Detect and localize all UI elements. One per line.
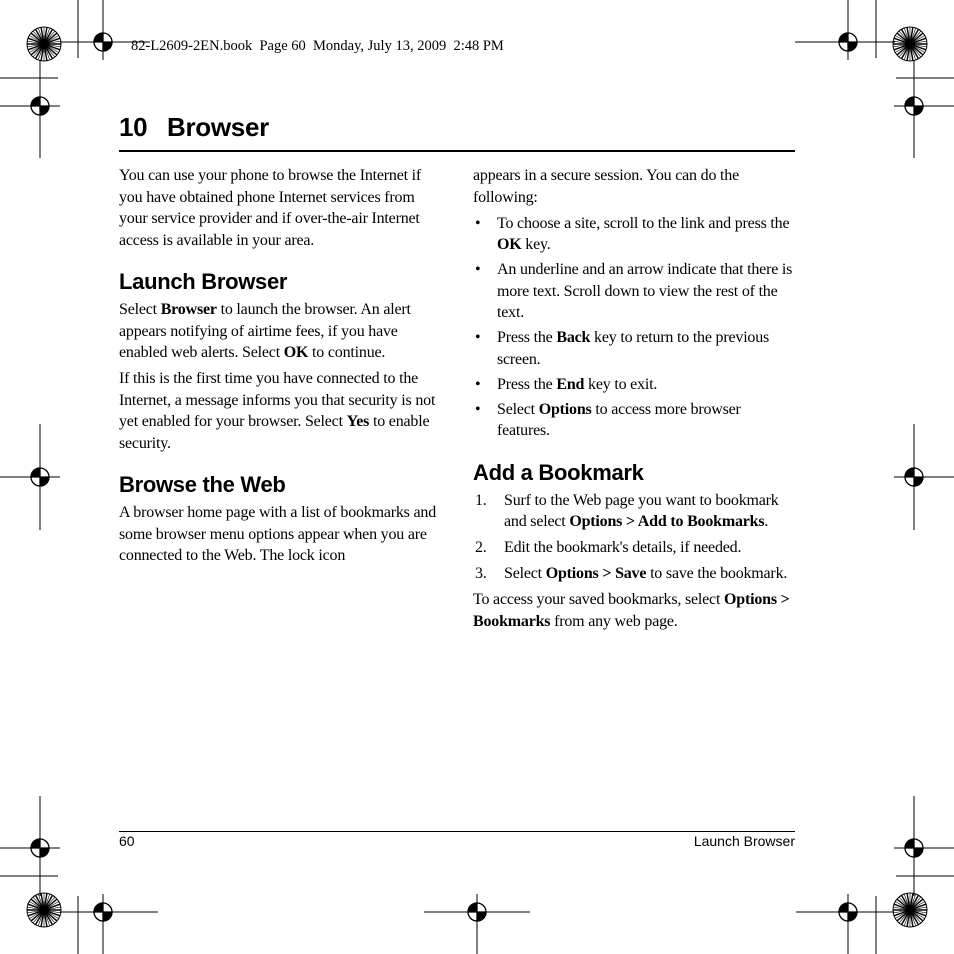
launch-heading: Launch Browser	[119, 269, 288, 294]
registration-target	[31, 839, 49, 857]
starburst-mark	[893, 893, 927, 927]
registration-target	[468, 903, 486, 921]
browse-paragraph: A browser home page with a list of bookmarks and some browser menu options appear when you are connected to the Web. The lock icon	[119, 504, 437, 564]
registration-target	[94, 903, 112, 921]
chapter-title: Browser	[167, 112, 269, 142]
chapter-heading	[119, 112, 269, 143]
list-item: • To choose a site, scroll to the link and press the OK key.	[475, 214, 790, 253]
list-item: • Select Options to access more browser features.	[475, 400, 741, 439]
browse-bullet-list	[473, 213, 795, 442]
list-item: 2. Edit the bookmark's details, if needed.	[475, 539, 742, 556]
bookmark-steps	[473, 490, 795, 585]
list-item: • Press the End key to exit.	[475, 375, 658, 393]
launch-paragraph-1: Select Browser to launch the browser. An alert appears notifying of airtime fees, if you have enabled web alerts. Select OK to continue.	[119, 301, 411, 361]
left-column	[119, 165, 441, 571]
browse-paragraph-continued: appears in a secure session. You can do the following:	[473, 167, 740, 206]
starburst-mark	[27, 27, 61, 61]
starburst-mark	[893, 27, 927, 61]
list-item: 3. Select Options > Save to save the bookmark.	[475, 565, 788, 582]
footer-rule	[119, 831, 795, 832]
registration-target	[905, 839, 923, 857]
chapter-number: 10	[119, 112, 148, 142]
footer-page-number: 60	[119, 833, 135, 849]
title-rule	[119, 150, 795, 152]
right-column	[473, 165, 795, 637]
registration-target	[31, 97, 49, 115]
print-slug: 82-L2609-2EN.book Page 60 Monday, July 13, 2009 2:48 PM	[131, 38, 504, 54]
registration-target	[905, 468, 923, 486]
bookmark-heading: Add a Bookmark	[473, 459, 644, 485]
registration-target	[31, 468, 49, 486]
bookmark-closing-paragraph: To access your saved bookmarks, select Options > Bookmarks from any web page.	[473, 591, 790, 630]
browse-heading: Browse the Web	[119, 472, 286, 497]
registration-target	[905, 97, 923, 115]
registration-target	[839, 903, 857, 921]
list-item: • Press the Back key to return to the previous screen.	[475, 329, 770, 368]
registration-target	[94, 33, 112, 51]
intro-paragraph: You can use your phone to browse the Internet if you have obtained phone Internet services from your service provider and if over-the-air Internet access is available in your area.	[119, 167, 422, 249]
list-item: 1. Surf to the Web page you want to bookmark and select Options > Add to Bookmarks.	[475, 491, 779, 530]
list-item: • An underline and an arrow indicate that there is more text. Scroll down to view the rest of the text.	[475, 261, 793, 321]
registration-target	[839, 33, 857, 51]
launch-paragraph-2: If this is the first time you have connected to the Internet, a message informs you that security is not yet enabled for your browser. Select Yes to enable security.	[119, 370, 436, 452]
footer-section-name: Launch Browser	[693, 833, 795, 849]
starburst-mark	[27, 893, 61, 927]
